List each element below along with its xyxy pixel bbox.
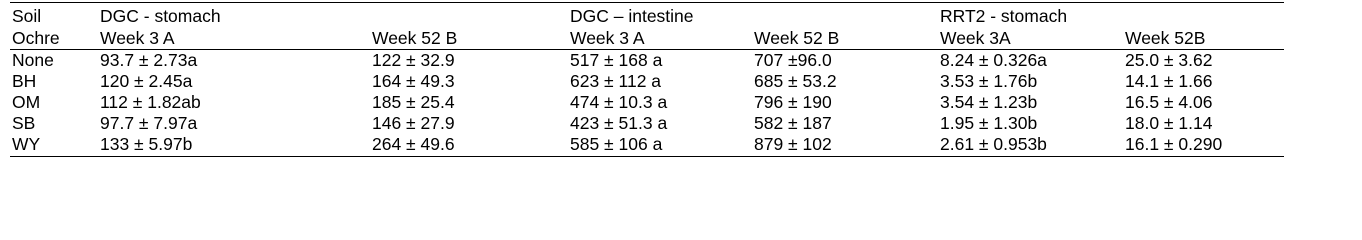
table-cell: 264 ± 49.6 [370, 134, 568, 157]
header-week: Week 3 A [570, 28, 645, 48]
table-cell: 685 ± 53.2 [754, 71, 837, 91]
table-cell: 97.7 ± 7.97a [100, 113, 198, 133]
table-cell: 8.24 ± 0.326a [940, 50, 1047, 70]
table-cell: 796 ± 190 [754, 92, 832, 112]
table-row [10, 71, 1284, 92]
table-cell: 2.61 ± 0.953b [938, 134, 1123, 157]
table-cell: 122 ± 32.9 [372, 50, 455, 70]
row-label: WY [10, 134, 98, 157]
table-cell: 585 ± 106 a [568, 134, 752, 157]
table-row [10, 113, 1284, 134]
table-cell: 14.1 ± 1.66 [1125, 71, 1213, 91]
header-dgc-stomach: DGC - stomach [98, 3, 370, 28]
table-cell: 582 ± 187 [754, 113, 832, 133]
header-row-weeks [10, 27, 1284, 50]
row-label: SB [12, 113, 36, 133]
header-week: Week 52 B [754, 28, 840, 48]
data-table [10, 2, 1284, 157]
data-table-container [10, 2, 1284, 157]
table-cell: 879 ± 102 [752, 134, 938, 157]
table-cell: 16.5 ± 4.06 [1125, 92, 1213, 112]
table-cell: 623 ± 112 a [570, 71, 662, 91]
table-cell: 3.53 ± 1.76b [940, 71, 1038, 91]
header-row-groups [10, 3, 1284, 28]
table-cell: 93.7 ± 2.73a [100, 50, 198, 70]
table-cell: 164 ± 49.3 [372, 71, 455, 91]
table-cell: 423 ± 51.3 a [570, 113, 668, 133]
table-row [10, 134, 1284, 157]
table-cell: 707 ±96.0 [754, 50, 832, 70]
header-week: Week 52B [1125, 28, 1206, 48]
table-row [10, 50, 1284, 71]
header-week: Week 52 B [372, 28, 458, 48]
header-week: Week 3A [940, 28, 1011, 48]
table-cell: 112 ± 1.82ab [100, 92, 201, 112]
header-dgc-intestine: DGC – intestine [568, 3, 752, 28]
table-cell: 517 ± 168 a [570, 50, 663, 70]
header-soil: Soil [10, 3, 98, 28]
table-cell: 1.95 ± 1.30b [940, 113, 1038, 133]
table-cell: 18.0 ± 1.14 [1125, 113, 1213, 133]
row-label: BH [12, 71, 37, 91]
table-cell: 120 ± 2.45a [100, 71, 193, 91]
table-cell: 3.54 ± 1.23b [940, 92, 1038, 112]
row-label: None [12, 50, 54, 70]
header-week: Week 3 A [100, 28, 175, 48]
table-cell: 185 ± 25.4 [372, 92, 455, 112]
header-ochre: Ochre [12, 28, 60, 48]
table-cell: 16.1 ± 0.290 [1123, 134, 1284, 157]
header-rrt2-stomach: RRT2 - stomach [938, 3, 1123, 28]
table-row [10, 92, 1284, 113]
table-cell: 133 ± 5.97b [98, 134, 370, 157]
row-label: OM [12, 92, 41, 112]
table-cell: 25.0 ± 3.62 [1125, 50, 1213, 70]
table-cell: 474 ± 10.3 a [570, 92, 668, 112]
table-cell: 146 ± 27.9 [372, 113, 455, 133]
